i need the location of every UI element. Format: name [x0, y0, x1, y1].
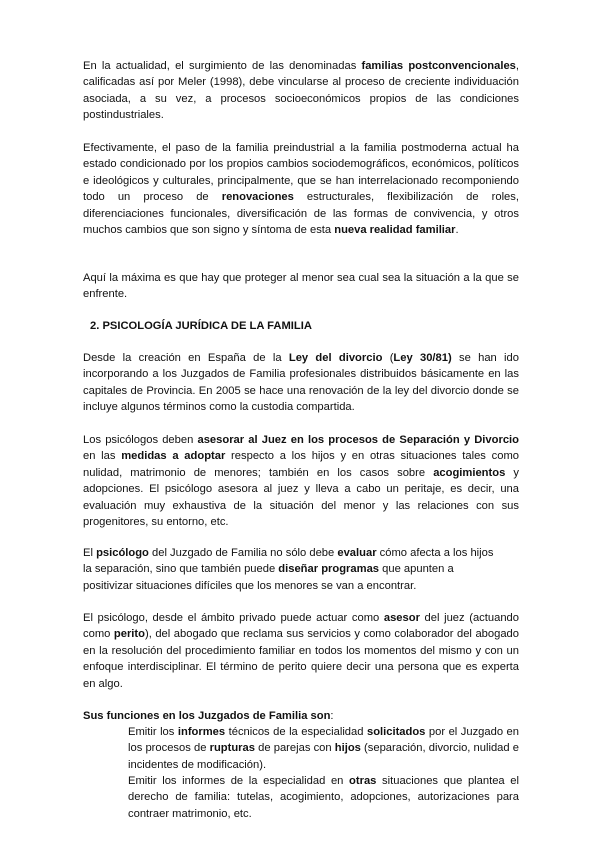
- text: , calificadas así por Meler (1998), debe vincularse al proceso de creciente individuación asociada, a su vez, a procesos socioeconómicos propios de las condiciones postindustriales.: [83, 60, 520, 122]
- text: Emitir los: [128, 726, 178, 738]
- bold-text: medidas a adoptar: [121, 450, 226, 463]
- text: del Juzgado de Familia no sólo debe: [148, 547, 338, 559]
- bold-text: acogimientos: [433, 466, 506, 479]
- function-item-reports: [128, 724, 519, 773]
- text: situaciones que plantea el derecho de familia: tutelas, acogimiento, adopciones, autorizaciones para contraer matrimonio, etc.: [128, 775, 520, 820]
- paragraph-psychologists-advise: [83, 432, 519, 530]
- text: El psicólogo, desde el ámbito privado puede actuar como: [83, 612, 384, 624]
- bold-text: informes: [177, 726, 226, 738]
- text: Los psicólogos deben: [83, 434, 198, 446]
- bold-text: perito: [113, 628, 145, 641]
- text: (separación, divorcio, nulidad e incidentes de modificación).: [128, 742, 519, 771]
- bold-text: otras: [349, 775, 377, 787]
- text: .: [455, 224, 459, 237]
- text: se han ido incorporando a los Juzgados de Familia profesionales distribuidos básicamente en las capitales de Provincia. En 2005 se hace una renovación de la ley del divorcio donde se incluye algunos términos como la custodia compartida.: [83, 352, 519, 414]
- bold-text: Ley del divorcio: [288, 352, 383, 364]
- bold-text: diseñar programas: [278, 563, 380, 576]
- text: ), del abogado que reclama sus servicios y como colaborador del abogado en la resolución del procedimiento familiar en todos los momentos del mismo y con un enfoque interdisciplinar. El término de perito quiere decir una persona que es experta en algo.: [83, 628, 520, 690]
- text: El: [83, 547, 97, 559]
- text: por el Juzgado en los procesos de: [128, 726, 519, 755]
- text: En la actualidad, el surgimiento de las denominadas: [83, 60, 362, 72]
- text: en las: [83, 450, 122, 463]
- paragraph-protect-minor: [83, 270, 519, 303]
- paragraph-divorce-law: [83, 350, 519, 416]
- bold-text: rupturas: [209, 742, 255, 755]
- bold-text: nueva realidad familiar: [334, 224, 456, 237]
- text: que apunten a positivizar situaciones difíciles que los menores se van a encontrar.: [83, 563, 454, 592]
- bold-text: familias postconvencionales: [361, 60, 516, 72]
- bold-text: asesor: [383, 612, 420, 624]
- bold-text: psicólogo: [96, 547, 149, 559]
- paragraph-private-psychologist: [83, 610, 519, 692]
- paragraph-family-evolution: [83, 140, 519, 238]
- text: respecto a los hijos y en otras situaciones tales como nulidad, matrimonio de menores; también en los casos sobre: [83, 450, 519, 479]
- bold-text: hijos: [334, 742, 361, 755]
- bold-text: asesorar al Juez en los procesos de Separación y Divorcio: [197, 434, 519, 446]
- text: cómo afecta a los hijos la separación, sino que también puede: [83, 547, 494, 576]
- text: Aquí la máxima es que hay que proteger al menor sea cual sea la situación a la que se enfrente.: [83, 272, 519, 301]
- text: del juez (actuando como: [83, 612, 519, 641]
- text: estructurales, flexibilización de roles, diferenciaciones funcionales, diversificación de las formas de convivencia, y otros muchos cambios que son signo y síntoma de esta: [83, 191, 519, 237]
- text: :: [330, 710, 334, 722]
- bold-text: evaluar: [337, 547, 377, 559]
- text: (: [382, 352, 394, 364]
- text: Efectivamente, el paso de la familia preindustrial a la familia postmoderna actual ha estado condicionado por los propios cambios sociodemográficos, económicos, políticos e ideológicos y culturales, principalmente, que se han interrelacionado recomponiendo todo un proceso de: [83, 142, 519, 204]
- section-heading: 2. PSICOLOGÍA JURÍDICA DE LA FAMILIA: [90, 320, 312, 332]
- paragraph-court-psychologist: [83, 545, 503, 594]
- paragraph-postconventional-families: [83, 58, 519, 124]
- bold-text: renovaciones: [221, 191, 294, 204]
- text: Emitir los informes de la especialidad en: [128, 775, 350, 787]
- function-item-other-situations: [128, 773, 519, 822]
- text: técnicos de la especialidad: [225, 726, 367, 738]
- text: y adopciones. El psicólogo asesora al juez y lleva a cabo un peritaje, es decir, una evaluación muy exhaustiva de la situación del menor y las relaciones con sus progenitores, su entorno, etc.: [83, 466, 519, 529]
- bold-text: Sus funciones en los Juzgados de Familia son: [83, 710, 331, 722]
- bold-text: solicitados: [366, 726, 426, 738]
- text: de parejas con: [254, 742, 335, 755]
- text: Desde la creación en España de la: [83, 352, 289, 364]
- functions-title: [83, 708, 334, 724]
- bold-text: Ley 30/81): [393, 352, 452, 364]
